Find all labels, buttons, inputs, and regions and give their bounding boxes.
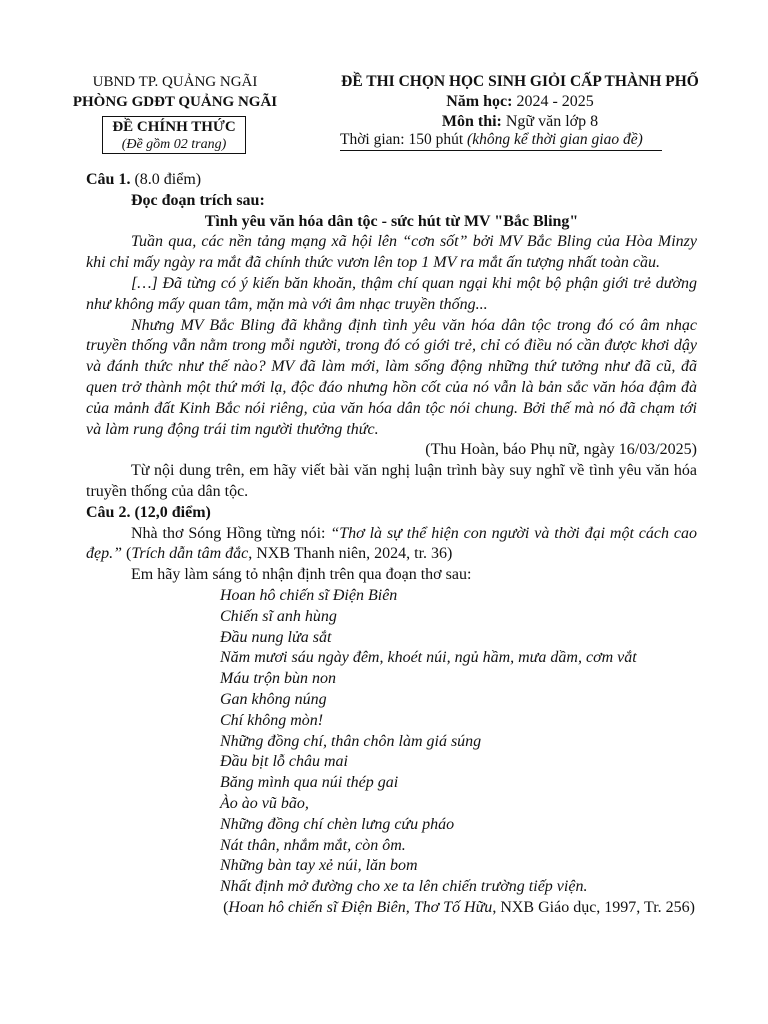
exam-title: ĐỀ THI CHỌN HỌC SINH GIỎI CẤP THÀNH PHỐ (341, 73, 699, 90)
q1-heading: Câu 1. (8.0 điểm) (86, 171, 202, 188)
school-year: Năm học: 2024 - 2025 (446, 93, 594, 110)
department-name: PHÒNG GDĐT QUẢNG NGÃI (72, 94, 278, 110)
subject: Môn thi: Ngữ văn lớp 8 (441, 113, 599, 130)
org-name: UBND TP. QUẢNG NGÃI (92, 74, 258, 90)
poem-line: Chiến sĩ anh hùng (220, 607, 337, 625)
poem-line: Máu trộn bùn non (220, 670, 336, 688)
poem-line: Những đồng chí, thân chôn làm giá súng (220, 732, 482, 750)
official-exam-box (102, 116, 246, 154)
poem-line: Năm mươi sáu ngày đêm, khoét núi, ngủ hầm, mưa dầm, cơm vắt (220, 649, 637, 667)
poem-line: Những bàn tay xẻ núi, lăn bom (220, 857, 418, 875)
poem-line: Băng mình qua núi thép gai (220, 774, 399, 792)
poem-line: Đầu nung lửa sắt (220, 628, 332, 646)
poem-line: Chí không mòn! (220, 711, 324, 729)
excerpt-title: Tình yêu văn hóa dân tộc - sức hút từ MV "Bắc Bling" (204, 212, 579, 230)
page-count-note: (Đề gồm 02 trang) (121, 137, 227, 152)
poem-line: Nát thân, nhắm mắt, còn ôm. (220, 836, 406, 854)
poem-line: Ào ào vũ bão, (220, 794, 309, 812)
q1-task: Từ nội dung trên, em hãy viết bài văn nghị luận trình bày suy nghĩ về tình yêu văn hóa truyền thống của dân tộc. (86, 462, 697, 500)
poem-line: Nhất định mở đường cho xe ta lên chiến trường tiếp viện. (220, 878, 588, 896)
excerpt-para-2: […] Đã từng có ý kiến băn khoăn, thậm chí quan ngại khi một bộ phận giới trẻ dường như không mấy quan tâm, mặn mà với âm nhạc truyền thống... (86, 274, 697, 313)
exam-content (86, 170, 697, 919)
excerpt-source: (Thu Hoàn, báo Phụ nữ, ngày 16/03/2025) (425, 441, 697, 459)
poem-line: Những đồng chí chèn lưng cứu pháo (220, 815, 455, 833)
poem (86, 586, 697, 898)
poem-source: (Hoan hô chiến sĩ Điện Biên, Thơ Tố Hữu, NXB Giáo dục, 1997, Tr. 256) (223, 898, 695, 916)
official-title: ĐỀ CHÍNH THỨC (112, 119, 236, 135)
q2-heading: Câu 2. (12,0 điểm) (86, 503, 211, 521)
read-label: Đọc đoạn trích sau: (131, 191, 265, 209)
poem-line: Gan không núng (220, 690, 327, 708)
excerpt-para-1: Tuần qua, các nền tảng mạng xã hội lên “cơn sốt” bởi MV Bắc Bling của Hòa Minzy khi chỉ mấy ngày ra mắt đã chính thức vươn lên top 1 MV ra mắt ấn tượng nhất toàn cầu. (86, 233, 697, 272)
header-left (60, 72, 290, 112)
q2-quote: Nhà thơ Sóng Hồng từng nói: “Thơ là sự thể hiện con người và thời đại một cách cao đẹp.” (Trích dẫn tâm đắc, NXB Thanh niên, 2024, tr. 36) (86, 524, 697, 563)
excerpt-para-3: Nhưng MV Bắc Bling đã khẳng định tình yêu văn hóa dân tộc trong đó có âm nhạc truyền thống vẫn nằm trong mỗi người, trong đó có giới trẻ, chỉ có điều nó cần được khơi dậy và đánh thức như thế nào? MV đã làm mới, làm sống động những thứ tưởng như đã cũ, đã quen trở thành một thứ mới lạ, độc đáo nhưng hồn cốt của nó vẫn là bản sắc văn hóa đậm đà của mảnh đất Kinh Bắc nói riêng, của văn hóa dân tộc nói chung. Bởi thế mà nó đã chạm tới và làm rung động trái tim người thưởng thức. (86, 316, 697, 438)
poem-line: Đầu bịt lỗ châu mai (220, 753, 348, 771)
header-right (318, 72, 722, 132)
q2-task: Em hãy làm sáng tỏ nhận định trên qua đoạn thơ sau: (131, 566, 472, 584)
exam-time: Thời gian: 150 phút (không kể thời gian giao đề) (340, 131, 662, 151)
poem-line: Hoan hô chiến sĩ Điện Biên (220, 586, 398, 604)
